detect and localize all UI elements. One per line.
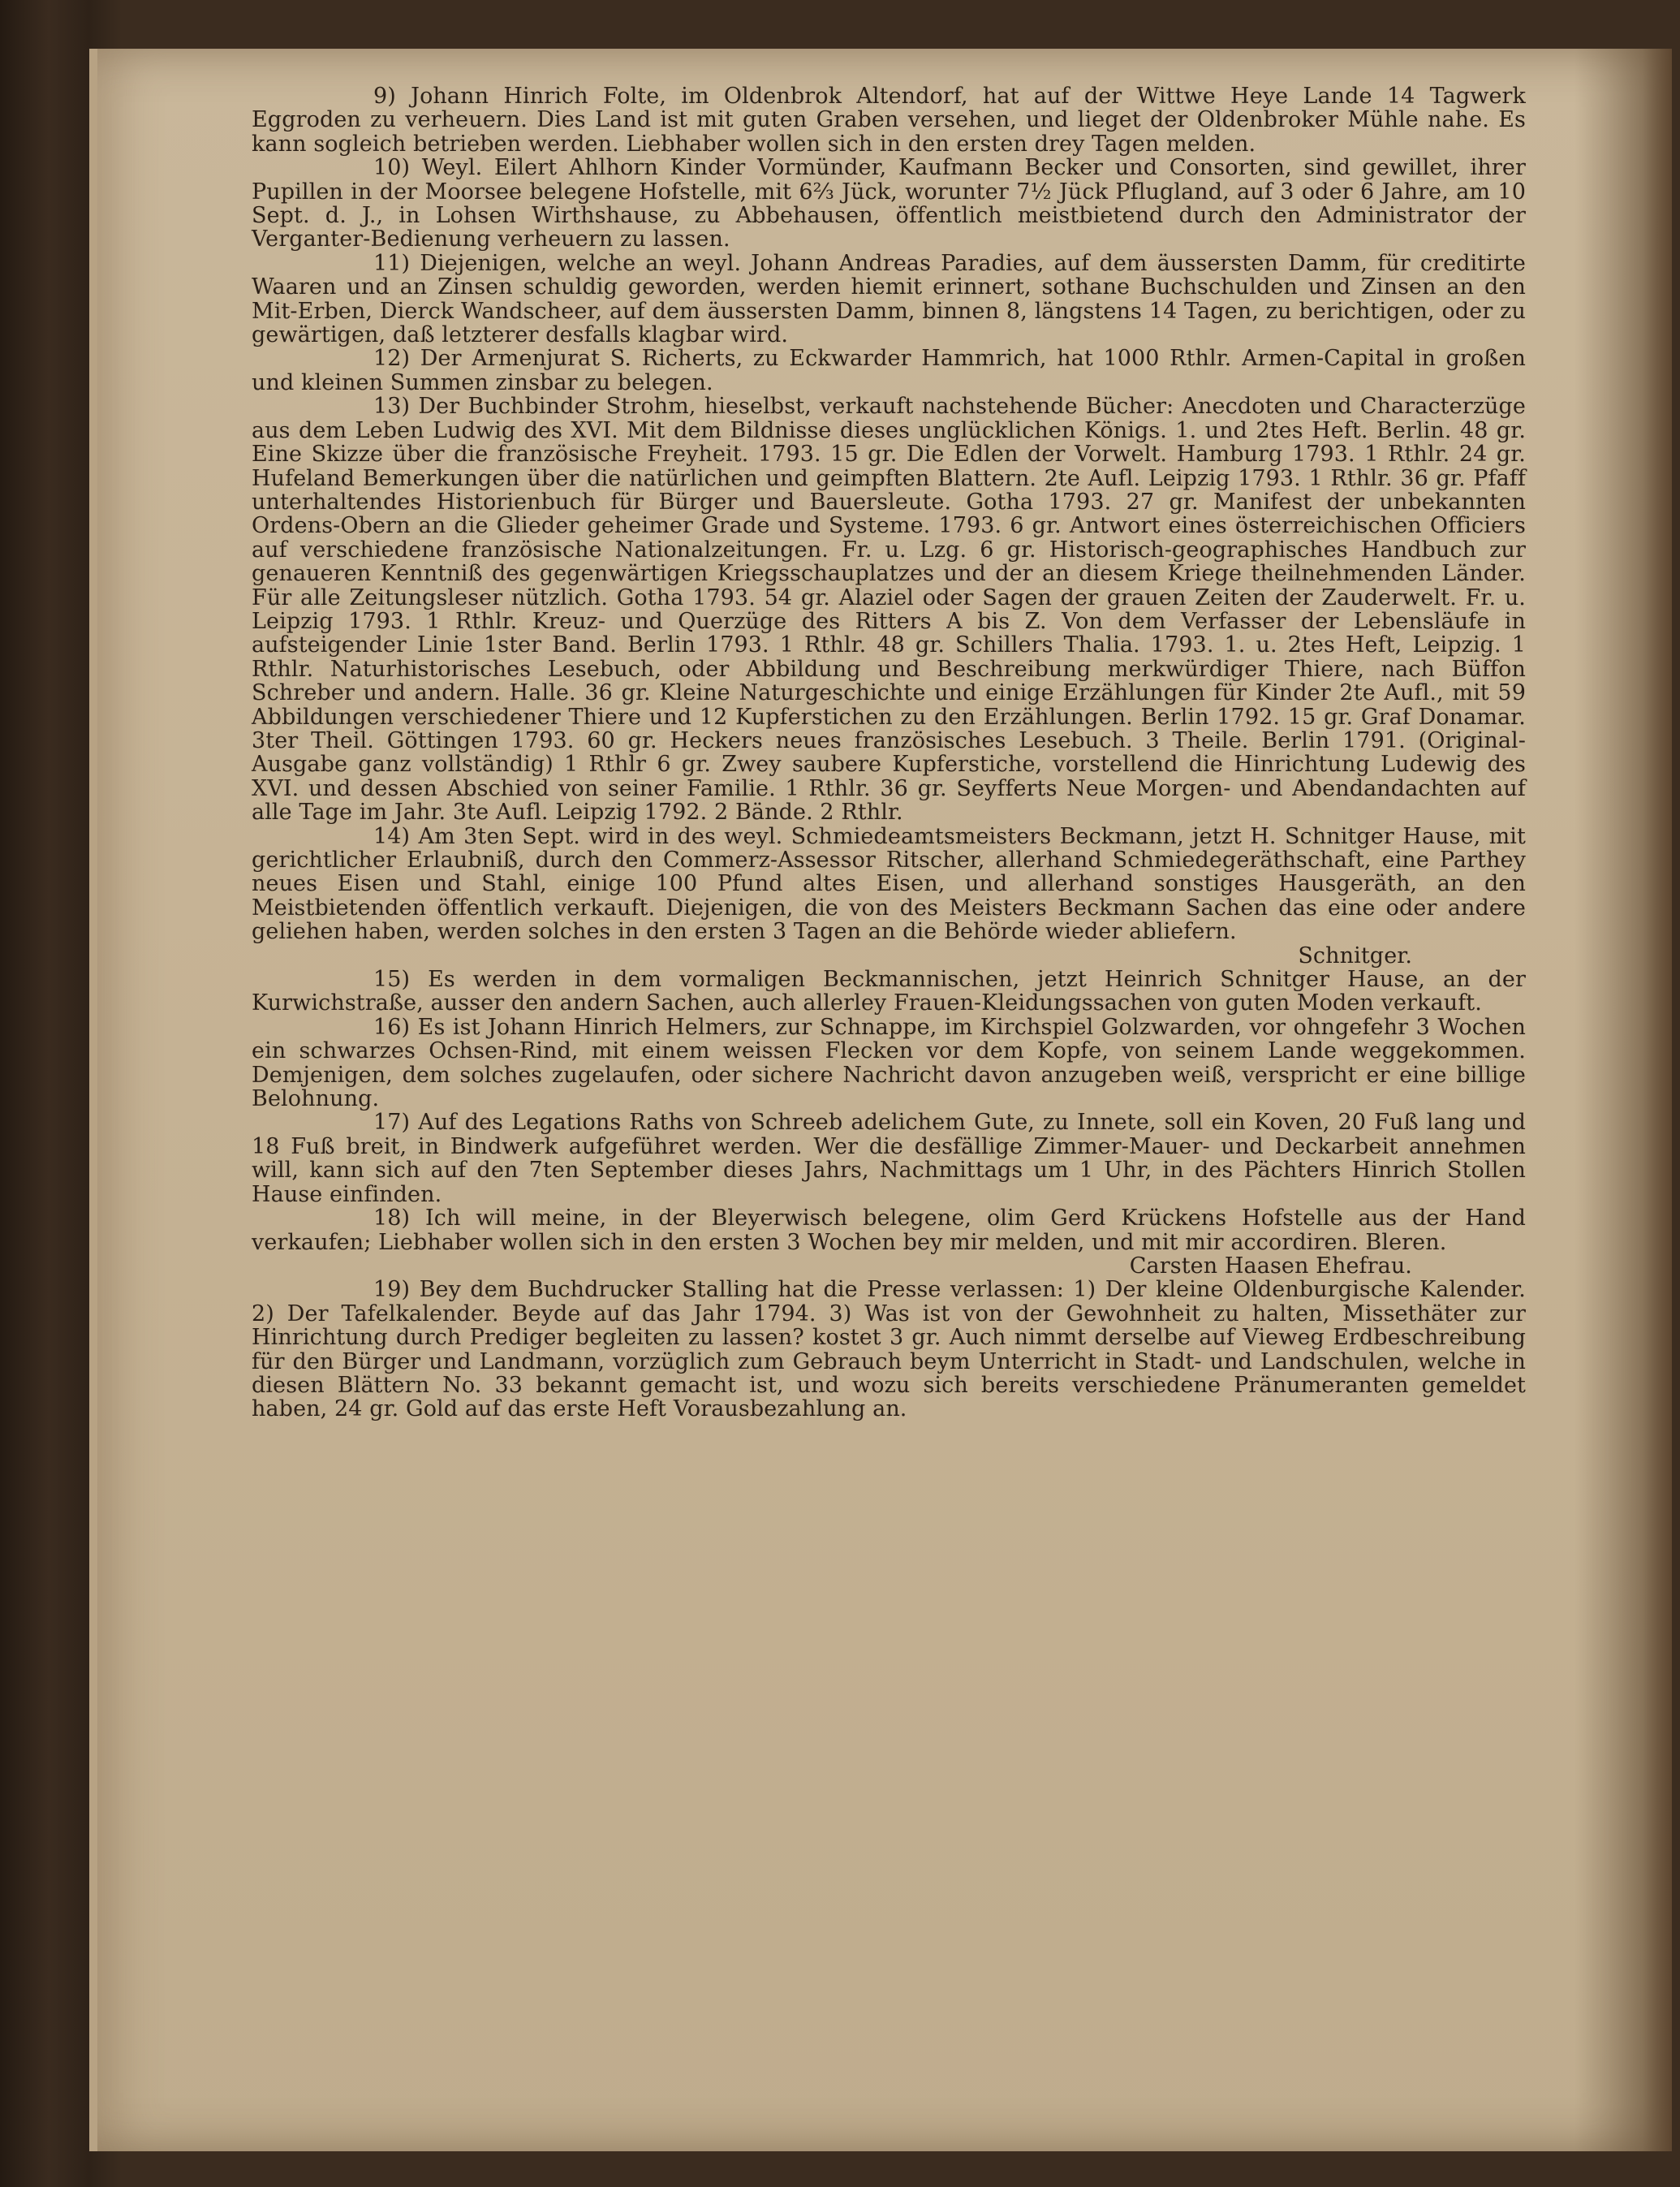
announcement-18-signature: Carsten Haasen Ehefrau. [1129, 1253, 1412, 1279]
announcement-11: 11) Diejenigen, welche an weyl. Johann Andreas Paradies, auf dem äussersten Damm, für creditirte Waaren und an Zinsen schuldig geworden, werden hiemit erinnert, sothane Buchschulden und Zinsen an den Mit-Erben, Dierck Wandscheer, auf dem äussersten Damm, binnen 8, längstens 14 Tagen, zu berichtigen, oder zu gewärtigen, daß letzterer desfalls klagbar wird. [252, 250, 1526, 348]
announcement-13: 13) Der Buchbinder Strohm, hieselbst, verkauft nachstehende Bücher: Anecdoten und Characterzüge aus dem Leben Ludwig des XVI. Mit dem Bildnisse dieses unglücklichen Königs. 1. und 2tes Heft. Berlin. 48 gr. Eine Skizze über die französische Freyheit. 1793. 15 gr. Die Edlen der Vorwelt. Hamburg 1793. 1 Rthlr. 24 gr. Hufeland Bemerkungen über die natürlichen und geimpften Blattern. 2te Aufl. Leipzig 1793. 1 Rthlr. 36 gr. Pfaff unterhaltendes Historienbuch für Bürger und Bauersleute. Gotha 1793. 27 gr. Manifest der unbekannten Ordens-Obern an die Glieder geheimer Grade und Systeme. 1793. 6 gr. Antwort eines österreichischen Officiers auf verschiedene französische Nationalzeitungen. Fr. u. Lzg. 6 gr. Historisch-geographisches Handbuch zur genaueren Kenntniß des gegenwärtigen Kriegsschauplatzes und der an diesem Kriege theilnehmenden Länder. Für alle Zeitungsleser nützlich. Gotha 1793. 54 gr. Alaziel oder Sagen der grauen Zeiten der Zauderwelt. Fr. u. Leipzig 1793. 1 Rthlr. Kreuz- und Querzüge des Ritters A bis Z. Von dem Verfasser der Lebensläufe in aufsteigender Linie 1ster Band. Berlin 1793. 1 Rthlr. 48 gr. Schillers Thalia. 1793. 1. u. 2tes Heft, Leipzig. 1 Rthlr. Naturhistorisches Lesebuch, oder Abbildung und Beschreibung merkwürdiger Thiere, nach Büffon Schreber und andern. Halle. 36 gr. Kleine Naturgeschichte und einige Erzählungen für Kinder 2te Aufl., mit 59 Abbildungen verschiedener Thiere und 12 Kupferstichen zu den Erzählungen. Berlin 1792. 15 gr. Graf Donamar. 3ter Theil. Göttingen 1793. 60 gr. Heckers neues französisches Lesebuch. 3 Theile. Berlin 1791. (Original-Ausgabe ganz vollständig) 1 Rthlr 6 gr. Zwey saubere Kupferstiche, vorstellend die Hinrichtung Ludewig des XVI. und dessen Abschied von seiner Familie. 1 Rthlr. 36 gr. Seyfferts Neue Morgen- und Abendandachten auf alle Tage im Jahr. 3te Aufl. Leipzig 1792. 2 Bände. 2 Rthlr. [252, 394, 1526, 826]
announcement-text [252, 84, 1526, 1421]
announcement-16: 16) Es ist Johann Hinrich Helmers, zur Schnappe, im Kirchspiel Golzwarden, vor ohngefehr 3 Wochen ein schwarzes Ochsen-Rind, mit einem weissen Flecken vor dem Kopfe, von seinem Lande weggekommen. Demjenigen, dem solches zugelaufen, oder sichere Nachricht davon anzugeben weiß, verspricht er eine billige Belohnung. [252, 1014, 1526, 1112]
announcement-19: 19) Bey dem Buchdrucker Stalling hat die Presse verlassen: 1) Der kleine Oldenburgische Kalender. 2) Der Tafelkalender. Beyde auf das Jahr 1794. 3) Was ist von der Gewohnheit zu halten, Missethäter zur Hinrichtung durch Prediger begleiten zu lassen? kostet 3 gr. Auch nimmt derselbe auf Vieweg Erdbeschreibung für den Bürger und Landmann, vorzüglich zum Gebrauch beym Unterricht in Stadt- und Landschulen, welche in diesen Blättern No. 33 bekannt gemacht ist, und wozu sich bereits verschiedene Pränumeranten gemeldet haben, 24 gr. Gold auf das erste Heft Vorausbezahlung an. [252, 1277, 1526, 1422]
announcement-15: 15) Es werden in dem vormaligen Beckmannischen, jetzt Heinrich Schnitger Hause, an der Kurwichstraße, ausser den andern Sachen, auch allerley Frauen-Kleidungssachen von guten Moden verkauft. [252, 967, 1526, 1016]
announcement-9: 9) Johann Hinrich Folte, im Oldenbrok Altendorf, hat auf der Wittwe Heye Lande 14 Tagwerk Eggroden zu verheuern. Dies Land ist mit guten Graben versehen, und lieget der Oldenbroker Mühle nahe. Es kann sogleich betrieben werden. Liebhaber wollen sich in den ersten drey Tagen melden. [252, 84, 1526, 157]
announcement-12: 12) Der Armenjurat S. Richerts, zu Eckwarder Hammrich, hat 1000 Rthlr. Armen-Capital in großen und kleinen Summen zinsbar zu belegen. [252, 346, 1526, 395]
announcement-17: 17) Auf des Legations Raths von Schreeb adelichem Gute, zu Innete, soll ein Koven, 20 Fuß lang und 18 Fuß breit, in Bindwerk aufgeführet werden. Wer die desfällige Zimmer-Mauer- und Deckarbeit annehmen will, kann sich auf den 7ten September dieses Jahrs, Nachmittags um 1 Uhr, in des Pächters Hinrich Stollen Hause einfinden. [252, 1110, 1526, 1207]
announcement-14: 14) Am 3ten Sept. wird in des weyl. Schmiedeamtsmeisters Beckmann, jetzt H. Schnitger Hause, mit gerichtlicher Erlaubniß, durch den Commerz-Assessor Ritscher, allerhand Schmiedegeräthschaft, eine Parthey neues Eisen und Stahl, einige 100 Pfund altes Eisen, und allerhand sonstiges Hausgeräth, an den Meistbietenden öffentlich verkauft. Diejenigen, die von des Meisters Beckmann Sachen das eine oder andere geliehen haben, werden solches in den ersten 3 Tagen an die Behörde wieder abliefern. [252, 823, 1526, 945]
announcement-14-signature: Schnitger. [1298, 943, 1412, 968]
page-gutter-shadow [1574, 49, 1672, 2151]
announcement-18: 18) Ich will meine, in der Bleyerwisch belegene, olim Gerd Krückens Hofstelle aus der Hand verkaufen; Liebhaber wollen sich in den ersten 3 Wochen bey mir melden, und mit mir accordiren. Bleren. [252, 1206, 1526, 1255]
announcement-10: 10) Weyl. Eilert Ahlhorn Kinder Vormünder, Kaufmann Becker und Consorten, sind gewillet, ihrer Pupillen in der Moorsee belegene Hofstelle, mit 6⅔ Jück, worunter 7½ Jück Pflugland, auf 3 oder 6 Jahre, am 10 Sept. d. J., in Lohsen Wirthshause, zu Abbehausen, öffentlich meistbietend durch den Administrator der Verganter-Bedienung verheuern zu lassen. [252, 155, 1526, 252]
